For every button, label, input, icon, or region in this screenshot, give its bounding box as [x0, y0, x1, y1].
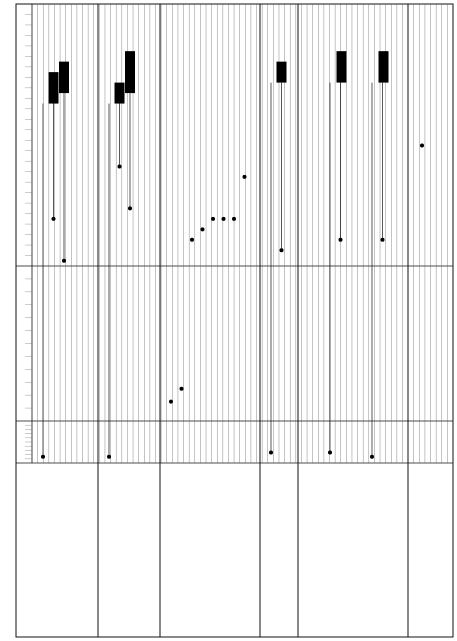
ossification-point [222, 217, 226, 221]
fusion-box [277, 62, 287, 83]
ossification-point [243, 175, 247, 179]
ossification-point [201, 227, 205, 231]
fusion-box [49, 72, 59, 103]
fusion-box [379, 51, 389, 82]
ossification-point [169, 400, 173, 404]
ossification-point [211, 217, 215, 221]
ossification-point [420, 143, 424, 147]
fusion-box [337, 51, 347, 82]
ossification-point [232, 217, 236, 221]
fusion-box [115, 83, 125, 104]
ossification-point [180, 387, 184, 391]
fusion-box [59, 62, 69, 93]
ossification-point [190, 238, 194, 242]
outer-border [16, 4, 453, 637]
fusion-box [125, 51, 135, 93]
